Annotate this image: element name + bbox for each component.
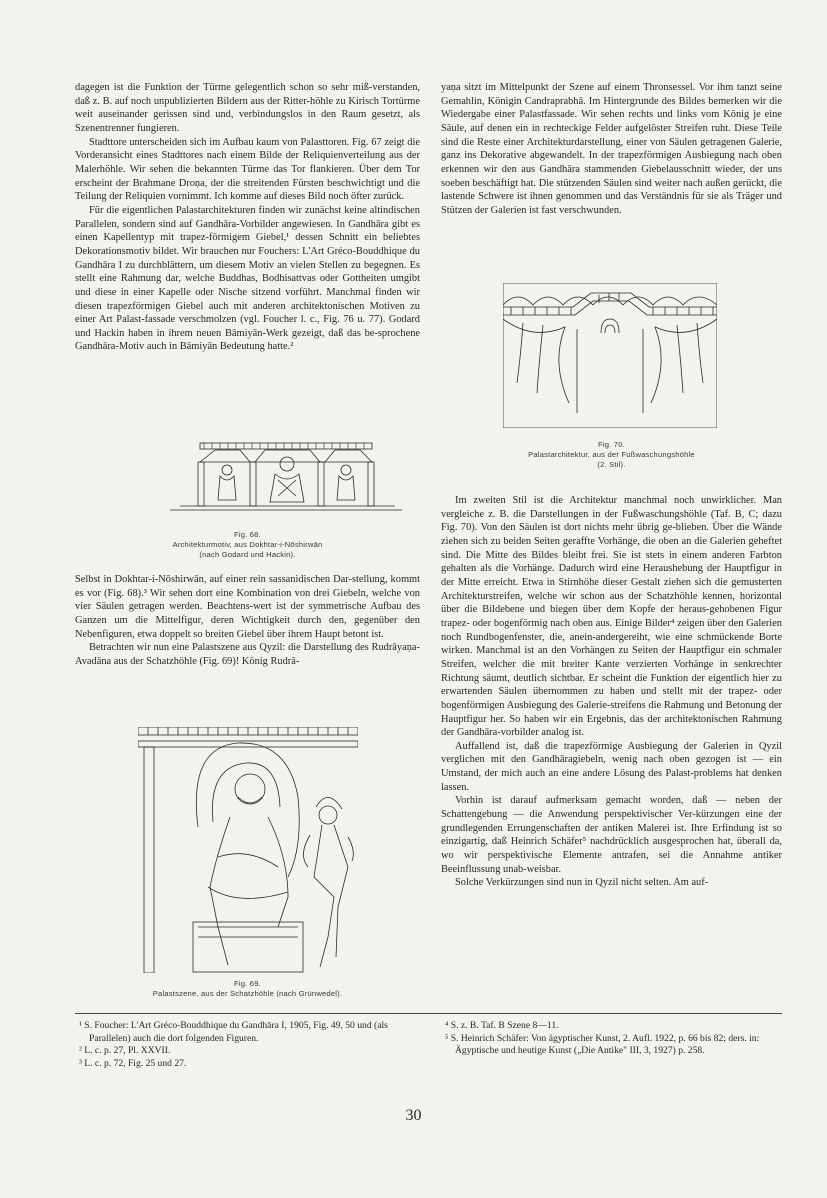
figure-70-caption [441, 440, 782, 470]
caption-line: Architekturmotiv, aus Dokhtar-i-Nōshirwān [172, 540, 323, 549]
paragraph: Selbst in Dokhtar-i-Nōshirwān, auf einer rein sassanidischen Dar-stellung, kommt es vor (Fig. 68).³ Wir sehen dort eine Kombination von drei Giebeln, welche von vier Säulen getragen werden. Beachtens-wert ist der symmetrische Aufbau des Ganzen um die Mittelfigur, deren Wichtigkeit durch den, gegenüber den Nebenfiguren, etwa doppelt so breiten Giebel über ihrem Haupt betont ist. [75, 574, 420, 640]
paragraph: yaṇa sitzt im Mittelpunkt der Szene auf einem Thronsessel. Vor ihm tanzt seine Gemahlin, Königin Candraprabhā. Im Hintergrunde des Bildes bemerken wir die Wiedergabe einer Palastfassade. Wir sehen rechts und links vom König je eine Säule, auf denen ein in rechteckige Felder aufgelöster Streifen ruht. Diese Teile sind die Reste einer Architekturdarstellung, einer von Säulen getragenen Galerie, ganz ins Dekorative abgewandelt. In der trapezförmigen Ausbiegung nach oben erkennen wir den aus Gandhāra stammenden Giebelausschnitt wieder, der uns soeben beschäftigt hat. Die stützenden Säulen sind weiter nach außen gerückt, die lastende Schwere ist ihnen genommen und das Verständnis für sie als Träger und Stützen der Galerien ist fast verschwunden. [441, 82, 782, 216]
figure-70-drawing [503, 283, 717, 428]
paragraph: dagegen ist die Funktion der Türme gelegentlich schon so sehr miß-verstanden, daß z. B. auf noch unpublizierten Bildern aus der Ritter-höhle zu Kirisch Tortürme weit auseinander gerissen sind und, verbindungslos in den Raum gesetzt, als Szenentrenner fungieren. [75, 82, 420, 134]
figure-69-drawing [138, 727, 358, 973]
caption-line: Palastszene, aus der Schatzhöhle (nach Grünwedel). [152, 989, 343, 998]
left-column-continued [75, 573, 420, 669]
footnotes-right [441, 1020, 782, 1058]
footnote: ² L. c. p. 27, Pl. XXVII. [79, 1045, 171, 1057]
figure-68-drawing [170, 440, 402, 520]
paragraph: Im zweiten Stil ist die Architektur manchmal noch unwirklicher. Man vergleiche z. B. die Darstellungen in der Fußwaschungshöhle (Taf. B, C; dazu Fig. 70). Von den Säulen ist dort nichts mehr übrig ge-blieben. Über die Wände ziehen sich zu beiden Seiten geraffte Vorhänge, die oben an die Galerien geheftet sind. Die Mitte des Bildes bleibt frei. Sie ist stets in einem anderen Farbton gehalten als die Vorhänge. Dadurch wird eine Heraushebung der Hauptfigur in der Mitte erreicht. Etwa in Stirnhöhe dieser Gestalt ziehen sich die gemusterten Architekturstreifen, welche wir schon aus der Schatzhöhle kennen, horizontal über die Bildebene und biegen über dem Kopfe der heraus-gehobenen Figur trapez- oder bogenförmig nach oben aus. Einige Bilder⁴ zeigen über den Galerien noch Rundbogenfenster, die, anein-andergereiht, wie eine schmückende Borte wirken. Manchmal ist an den Vorhängen zu Seiten der Hauptfigur ein schmaler Streifen, welcher die mit breiter Kante verzierten Vorhänge in senkrechter Richtung säumt, deutlich sichtbar. Er scheint die Funktion der eigentlich hier zu erwartenden Säulen übernommen zu haben und stellt mit der trapez- oder bogenförmigen Ausbiegung des Galerie-streifens die Rahmung und Betonung der Hauptfigur her. So haben wir ein Ergebnis, das der architektonischen Rahmung der Gandhāra-vorbilder analog ist. [441, 495, 782, 739]
right-column [441, 81, 782, 218]
caption-line: Palastarchitektur, aus der Fußwaschungshöhle [528, 450, 695, 459]
caption-line: (nach Godard und Hackin). [199, 550, 296, 559]
figure-number: Fig. 68. [234, 530, 261, 539]
paragraph: Betrachten wir nun eine Palastszene aus Qyzil: die Darstellung des Rudrāyaṇa-Avadāna aus der Schatzhöhle (Fig. 69)! König Rudrā- [75, 642, 420, 667]
footnotes-left [75, 1020, 420, 1070]
figure-number: Fig. 69. [234, 979, 261, 988]
footnote-rule [75, 1013, 782, 1014]
paragraph: Für die eigentlichen Palastarchitekturen finden wir zunächst keine altindischen Parallelen, sondern sind auf Gandhāra-Vorbilder angewiesen. In Gandhāra gibt es einen Kapellentyp mit trapez-förmigem Giebel,¹ dessen Schnitt ein beliebtes Dekorationsmotiv bildet. Wir brauchen nur Fouchers: L'Art Gréco-Bouddhique du Gandhāra I zu durchblättern, um diesem Motiv an vielen Stellen zu begegnen. Es stellt eine Rahmung dar, welche Buddhas, Bodhisattvas oder Gottheiten umgibt und diese in einer Kapelle oder Nische sitzend vorführt. Manchmal finden wir diesen trapezförmigen Giebel auch mit anderen architektonischen Motiven zu einer Art Palast-fassade verschmolzen (vgl. Foucher l. c., Fig. 76 u. 77). Godard und Hackin haben in ihrem neuen Bāmiyān-Werk gezeigt, daß das be-sprochene Gandhāra-Motiv auch in Bāmiyān Bedeutung hatte.² [75, 204, 420, 353]
caption-line: (2. Stil). [597, 460, 626, 469]
footnote: ¹ S. Foucher: L'Art Gréco-Bouddhique du Gandhāra I, 1905, Fig. 49, 50 und (als Parallelen) auch die dort folgenden Figuren. [79, 1020, 388, 1044]
paragraph: Stadttore unterscheiden sich im Aufbau kaum von Palasttoren. Fig. 67 zeigt die Vorderansicht eines Stadttores nach einem Bilde der Reliquienverteilung aus der Malerhöhle. Wir sehen die bekannten Türme das Tor flankieren. Über dem Tor erscheint der Brahmane Droṇa, der die streitenden Fürsten beschwichtigt und die Teilung der Reliquien vornimmt. Ich komme auf dieses Bild noch öfter zurück. [75, 136, 420, 203]
figure-69-caption [75, 979, 420, 999]
figure-number: Fig. 70. [598, 440, 625, 449]
footnote: ³ L. c. p. 72, Fig. 25 und 27. [79, 1057, 187, 1069]
paragraph: Solche Verkürzungen sind nun in Qyzil nicht selten. Am auf- [455, 877, 709, 889]
paragraph: Auffallend ist, daß die trapezförmige Ausbiegung der Galerien in Qyzil verglichen mit den Gandhāragiebeln, wenig nach oben gezogen ist — ein Umstand, der mich auch an eine andere Lösung des Palast-problems hat denken lassen. [441, 740, 782, 793]
paragraph: Vorhin ist darauf aufmerksam gemacht worden, daß — neben der Schattengebung — die Anwendung perspektivischer Ver-kürzungen eine der grundlegenden Errungenschaften der antiken Malerei ist. Ihre Erfindung ist so einzigartig, daß Heinrich Schäfer⁵ nachdrücklich ausgesprochen hat, überall da, wo wir perspektivische Elemente antrafen, sei die Annahme antiker Beeinflussung unab-weisbar. [441, 795, 782, 875]
page-number: 30 [405, 1107, 422, 1124]
right-column-continued [441, 494, 782, 890]
left-column [75, 81, 420, 354]
footnote: ⁵ S. Heinrich Schäfer: Von ägyptischer Kunst, 2. Aufl. 1922, p. 66 bis 82; ders. in: Ägyptische und heutige Kunst („Die Antike" III, 3, 1927) p. 258. [445, 1032, 760, 1057]
figure-68-caption [75, 530, 420, 560]
footnote: ⁴ S. z. B. Taf. B Szene 8—11. [445, 1020, 559, 1031]
